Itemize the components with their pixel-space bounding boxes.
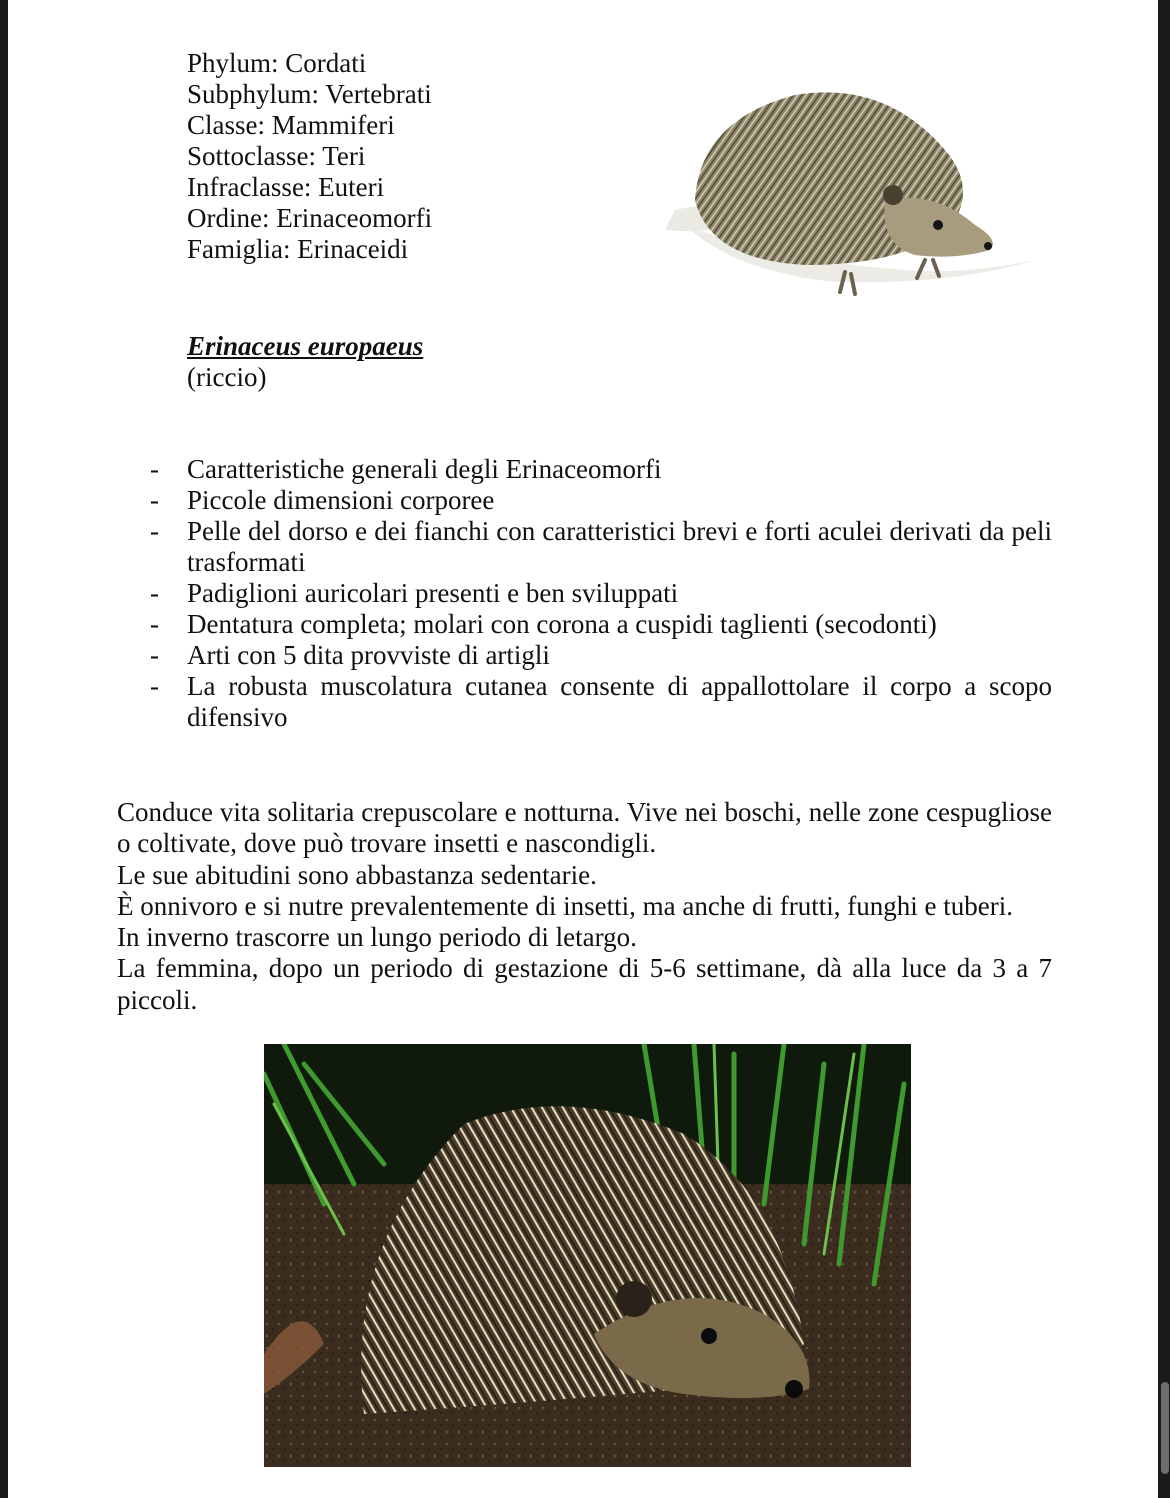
list-item: - Pelle del dorso e dei fianchi con caratteristici brevi e forti aculei derivati da peli trasformati <box>150 516 1052 577</box>
bullet-dash: - <box>150 516 159 546</box>
list-item: - Caratteristiche generali degli Erinaceomorfi <box>150 454 662 484</box>
taxonomy-family: Famiglia: Erinaceidi <box>187 234 409 264</box>
hedgehog-illustration <box>655 60 1045 310</box>
species-common-name: (riccio) <box>187 362 267 392</box>
bullet-dash: - <box>150 454 159 484</box>
taxonomy-class: Classe: Mammiferi <box>187 110 395 140</box>
taxonomy-subclass: Sottoclasse: Teri <box>187 141 366 171</box>
page-edge-right <box>1158 0 1170 1498</box>
list-item: - Padiglioni auricolari presenti e ben sviluppati <box>150 578 679 608</box>
scrollbar-thumb[interactable] <box>1161 1382 1169 1474</box>
description-paragraph: La femmina, dopo un periodo di gestazione di 5-6 settimane, dà alla luce da 3 a 7 piccoli. <box>117 953 1052 1015</box>
bullet-dash: - <box>150 485 159 515</box>
bullet-dash: - <box>150 640 159 670</box>
taxonomy-infraclass: Infraclasse: Euteri <box>187 172 385 202</box>
description-paragraph: In inverno trascorre un lungo periodo di letargo. <box>117 922 637 953</box>
traits-list <box>150 454 1052 733</box>
bullet-dash: - <box>150 609 159 639</box>
list-item: - La robusta muscolatura cutanea consente di appallottolare il corpo a scopo difensivo <box>150 671 1052 732</box>
description-text <box>117 797 1052 1016</box>
hedgehog-photo <box>264 1044 911 1467</box>
description-paragraph: Conduce vita solitaria crepuscolare e notturna. Vive nei boschi, nelle zone cespugliose o coltivate, dove può trovare insetti e nascondigli. <box>117 797 1052 859</box>
species-scientific-name: Erinaceus europaeus <box>187 331 424 361</box>
bullet-dash: - <box>150 578 159 608</box>
list-item: - Piccole dimensioni corporee <box>150 485 495 515</box>
description-paragraph: È onnivoro e si nutre prevalentemente di insetti, ma anche di frutti, funghi e tuberi. <box>117 890 1013 921</box>
species-block <box>187 331 423 393</box>
taxonomy-phylum: Phylum: Cordati <box>187 48 367 78</box>
taxonomy-subphylum: Subphylum: Vertebrati <box>187 79 432 109</box>
list-item: - Dentatura completa; molari con corona a cuspidi taglienti (secodonti) <box>150 609 937 639</box>
bullet-dash: - <box>150 671 159 701</box>
list-item: - Arti con 5 dita provviste di artigli <box>150 640 550 670</box>
description-paragraph: Le sue abitudini sono abbastanza sedentarie. <box>117 859 597 890</box>
taxonomy-order: Ordine: Erinaceomorfi <box>187 203 433 233</box>
page-edge-left <box>0 0 8 1498</box>
taxonomy-list <box>187 48 432 265</box>
